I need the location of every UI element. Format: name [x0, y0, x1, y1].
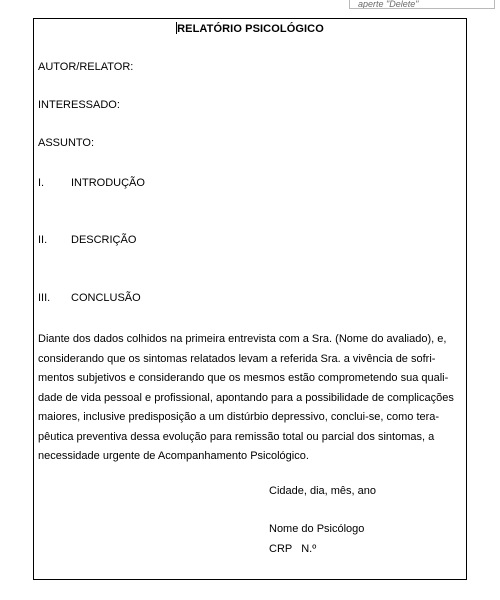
- conclusion-line: pêutica preventiva dessa evolução para remissão total ou parcial dos sintomas, a: [38, 430, 435, 443]
- conclusion-line: considerando que os sintomas relatados levam a referida Sra. a vivência de sofri-: [38, 352, 436, 365]
- conclusion-line: maiores, inclusive predisposição a um distúrbio depressivo, conclui-se, como tera-: [38, 411, 440, 423]
- section-label: DESCRIÇÃO: [71, 234, 137, 246]
- signature-psychologist-name: Nome do Psicólogo: [269, 523, 365, 535]
- subject-field-label: ASSUNTO:: [38, 137, 95, 149]
- document-title: RELATÓRIO PSICOLÓGICO: [177, 23, 324, 35]
- conclusion-line: mentos subjetivos e considerando que os mesmos estão comprometendo sua quali-: [38, 372, 449, 384]
- conclusion-paragraph: [38, 330, 462, 467]
- conclusion-line: necessidade urgente de Acompanhamento Psicológico.: [38, 450, 309, 462]
- conclusion-line: dade de vida pessoal e profissional, apontando para a possibilidade de complicações: [38, 391, 454, 404]
- document-page[interactable]: [33, 18, 467, 580]
- author-field-label: AUTOR/RELATOR:: [38, 61, 134, 73]
- signature-crp-number: CRP N.º: [269, 543, 317, 555]
- delete-hint-tooltip: [349, 0, 495, 9]
- document-title-row: [34, 22, 466, 35]
- section-number: II.: [38, 234, 48, 246]
- delete-hint-text: aperte "Delete": [358, 0, 419, 9]
- signature-place-date: Cidade, dia, mês, ano: [269, 485, 377, 497]
- conclusion-line: Diante dos dados colhidos na primeira entrevista com a Sra. (Nome do avaliado), e,: [38, 333, 447, 345]
- section-label: CONCLUSÃO: [71, 292, 141, 304]
- section-number: I.: [38, 177, 45, 189]
- interested-field-label: INTERESSADO:: [38, 99, 120, 111]
- section-number: III.: [38, 292, 51, 304]
- section-label: INTRODUÇÃO: [71, 177, 145, 189]
